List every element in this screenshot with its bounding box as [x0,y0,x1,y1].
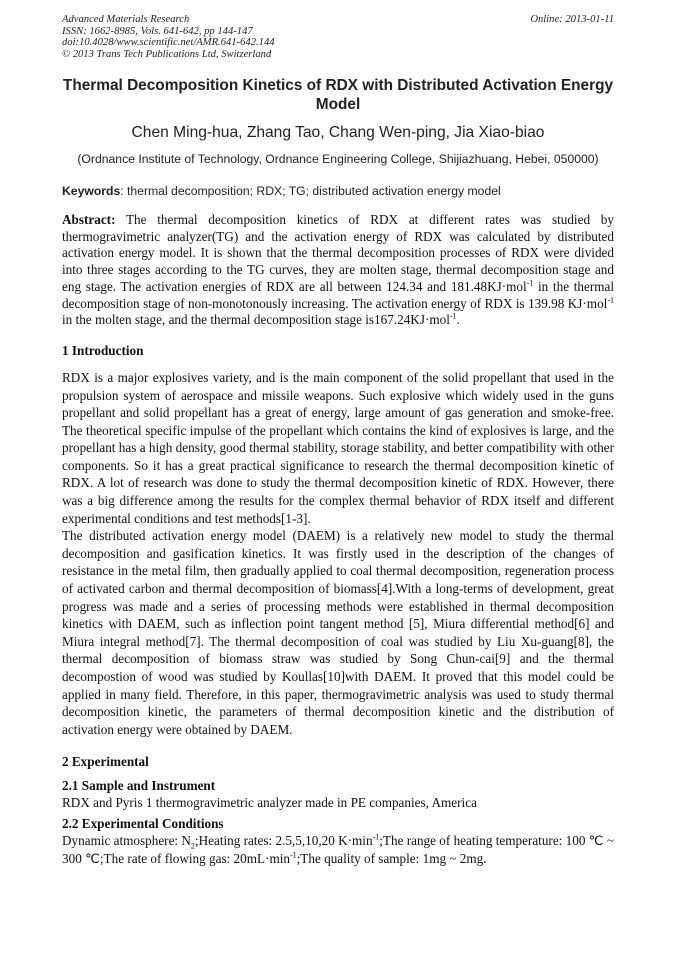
paper-page [62,14,614,867]
abstract-text-4: . [456,312,460,328]
copyright-line: © 2013 Trans Tech Publications Ltd, Switzerland [62,48,272,60]
intro-paragraph-2: The distributed activation energy model (DAEM) is a relatively new model to study the thermal decomposition and gasification kinetics. It was firstly used in the description of the changes of resistance in the metal film, then gradually applied to coal thermal decomposition, regeneration process of activated carbon and thermal decomposition of biomass[4].With a long-terms of development, great progress was made and a series of processing methods were established in thermal decomposition kinetics with DAEM, such as inflection point tangent method [5], Miura differential method[6] and Miura integral method[7]. The thermal decomposition of coal was studied by Liu Xu-guang[8], the thermal decomposition of biomass straw was studied by Song Chun-cai[9] and the thermal decompostion of wood was studied by Koullas[10]with DAEM. It proved that this model could be applied in many field. Therefore, in this paper, thermogravimetric analysis was used to study thermal decomposition kinetic, the parameters of thermal decomposition kinetic and the distribution of activation energy were obtained by DAEM. [62,528,614,737]
conditions-text-b: ;Heating rates: 2.5,5,10,20 K·min [194,832,373,848]
conditions-sub: 2 [190,841,195,851]
journal-header [62,14,614,60]
sample-instrument-text: RDX and Pyris 1 thermogravimetric analyzer made in PE companies, America [62,795,477,811]
abstract-sup-1: -1 [526,278,534,288]
subsection-heading-sample: 2.1 Sample and Instrument [62,778,216,794]
abstract-label: Abstract: [62,212,116,227]
abstract-text-2: in the thermal decomposition stage of non-monotonously increasing. The activation energy of RDX is 139.98 KJ·mol [62,278,614,311]
abstract-sup-3: -1 [449,311,457,321]
doi-line: doi:10.4028/www.scientific.net/AMR.641-642.144 [62,37,275,48]
affiliation: (Ordnance Institute of Technology, Ordnance Engineering College, Shijiazhuang, Hebei, 050000) [77,152,599,166]
conditions-sup-1: -1 [372,832,380,842]
abstract-text-1: The thermal decomposition kinetics of RDX at different rates was studied by thermogravimetric analyzer(TG) and the activation energy of RDX was calculated by distributed activation energy model. It is shown that the thermal decomposition processes of RDX were divided into three stages according to the TG curves, they are molten stage, thermal decomposition stage and eng stage. The activation energies of RDX are all between 124.34 and 181.48KJ·mol [62,212,614,294]
keywords-label: Keywords [62,184,121,198]
keywords [62,184,614,198]
conditions-text-a: Dynamic atmosphere: N [62,832,191,848]
conditions-text [62,832,614,867]
online-date: Online: 2013-01-11 [530,14,614,25]
conditions-text-d: ;The quality of sample: 1mg ~ 2mg. [296,850,487,866]
conditions-text-c: ;The range of heating temperature: 100 ℃ ~ 300 ℃;The rate of flowing gas: 20mL·min [62,832,614,866]
paper-title: Thermal Decomposition Kinetics of RDX with Distributed Activation Energy Model [62,77,614,113]
intro-paragraph-1: RDX is a major explosives variety, and is the main component of the solid propellant that used in the propulsion system of aerospace and missile weapons. Such explosive which widely used in the guns propellant and solid propellant has a great of energy, large amount of gas generation and smoke-free. The theoretical specific impulse of the propellant which contains the kind of explosives is large, and the propellant has a high density, good thermal stability, storage stability, and better compatibility with other components. So it has a great practical significance to research the thermal decomposition kinetic of RDX. A lot of research was done to study the thermal decomposition kinetic of RDX. However, there was a big difference among the results for the complex thermal behavior of RDX itself and different experimental conditions and test methods[1-3]. [62,369,614,526]
section-heading-experimental: 2 Experimental [62,754,149,770]
section-heading-introduction: 1 Introduction [62,342,144,358]
keywords-text: : thermal decomposition; RDX; TG; distributed activation energy model [120,184,501,198]
abstract-sup-2: -1 [607,295,614,305]
subsection-heading-conditions: 2.2 Experimental Conditions [62,815,224,831]
author-list: Chen Ming-hua, Zhang Tao, Chang Wen-ping, Jia Xiao-biao [131,124,545,141]
conditions-sup-2: -1 [289,850,297,860]
abstract [62,212,614,329]
abstract-text-3: in the molten stage, and the thermal decomposition stage is167.24KJ·mol [62,312,450,328]
issn-line: ISSN: 1662-8985, Vols. 641-642, pp 144-147 [62,25,253,37]
journal-name: Advanced Materials Research [62,14,190,25]
